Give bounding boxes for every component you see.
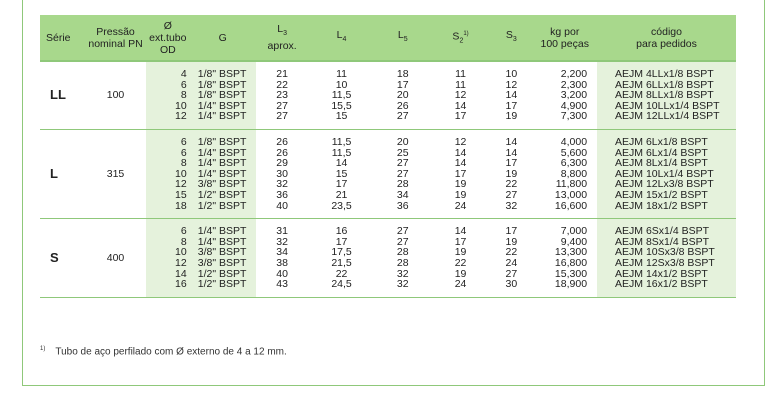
header-s3 xyxy=(490,15,532,61)
l4-cell: 16 17 17,5 21,5 22 24,5 xyxy=(308,219,374,298)
s3-cell: 10 12 14 17 19 xyxy=(490,61,532,129)
order-code-cell: AEJM 4LLx1/8 BSPT AEJM 6LLx1/8 BSPT AEJM 8LLx1/8 BSPT AEJM 10LLx1/4 BSPT AEJM 12LLx1/4 BSPT xyxy=(597,61,736,129)
s3-cell: 17 19 22 24 27 30 xyxy=(490,219,532,298)
table-group-row xyxy=(40,219,736,298)
l3-cell: 31 32 34 38 40 43 xyxy=(256,219,309,298)
serie-cell: S xyxy=(40,219,85,298)
weight-cell: 4,000 5,600 6,300 8,800 11,800 13,000 16,600 xyxy=(532,129,597,218)
header-order-code: código para pedidos xyxy=(597,15,736,61)
l4-cell: 11 10 11,5 15,5 15 xyxy=(308,61,374,129)
header-thread-g: G xyxy=(190,15,256,61)
header-l5-sub: 5 xyxy=(403,36,408,44)
header-s2-footnote-mark: 1) xyxy=(463,30,469,37)
specifications-table xyxy=(40,15,736,298)
footnote-text: Tubo de aço perfilado com Ø externo de 4 a 12 mm. xyxy=(55,346,287,358)
header-serie: Série xyxy=(40,15,85,61)
tube-od-cell: 6 8 10 12 14 16 xyxy=(146,219,190,298)
pressure-cell: 100 xyxy=(85,61,146,129)
l5-cell: 20 25 27 27 28 34 36 xyxy=(375,129,431,218)
header-tube-od: Ø ext.tubo OD xyxy=(146,15,190,61)
l4-cell: 11,5 11,5 14 15 17 21 23,5 xyxy=(308,129,374,218)
serie-cell: LL xyxy=(40,61,85,129)
thread-cell: 1/8" BSPT 1/4" BSPT 1/4" BSPT 1/4" BSPT 3/8" BSPT 1/2" BSPT 1/2" BSPT xyxy=(190,129,256,218)
header-l3 xyxy=(256,15,309,61)
header-weight: kg por 100 peças xyxy=(532,15,597,61)
s2-cell: 11 11 12 14 17 xyxy=(431,61,490,129)
l5-cell: 18 17 20 26 27 xyxy=(375,61,431,129)
header-s3-letter: S xyxy=(505,28,513,41)
header-l3-sub: 3 xyxy=(283,30,287,38)
header-l3-letter: L xyxy=(277,22,284,35)
weight-cell: 7,000 9,400 13,300 16,800 15,300 18,900 xyxy=(532,219,597,298)
header-l4 xyxy=(308,15,374,61)
serie-cell: L xyxy=(40,129,85,218)
table-group-row xyxy=(40,129,736,218)
l3-cell: 26 26 29 30 32 36 40 xyxy=(256,129,309,218)
header-s3-sub: 3 xyxy=(512,36,517,44)
header-s2-sub: 2 xyxy=(459,37,464,45)
order-code-cell: AEJM 6Sx1/4 BSPT AEJM 8Sx1/4 BSPT AEJM 10Sx3/8 BSPT AEJM 12Sx3/8 BSPT AEJM 14x1/2 BSPT AEJM 16x1/2 BSPT xyxy=(597,219,736,298)
tube-od-cell: 6 6 8 10 12 15 18 xyxy=(146,129,190,218)
weight-cell: 2,200 2,300 3,200 4,900 7,300 xyxy=(532,61,597,129)
footnote xyxy=(40,346,287,357)
l5-cell: 27 27 28 28 32 32 xyxy=(375,219,431,298)
header-l5-letter: L xyxy=(397,28,404,41)
s2-cell: 14 17 19 22 19 24 xyxy=(431,219,490,298)
table-header-row xyxy=(40,15,736,61)
header-pressure: Pressão nominal PN xyxy=(85,15,146,61)
tube-od-cell: 4 6 8 10 12 xyxy=(146,61,190,129)
footnote-mark: 1) xyxy=(40,346,46,352)
header-l5 xyxy=(375,15,431,61)
thread-cell: 1/4" BSPT 1/4" BSPT 3/8" BSPT 3/8" BSPT 1/2" BSPT 1/2" BSPT xyxy=(190,219,256,298)
s2-cell: 12 14 14 17 19 19 24 xyxy=(431,129,490,218)
header-l4-sub: 4 xyxy=(342,36,347,44)
pressure-cell: 315 xyxy=(85,129,146,218)
pressure-cell: 400 xyxy=(85,219,146,298)
s3-cell: 14 14 17 19 22 27 32 xyxy=(490,129,532,218)
header-s2 xyxy=(431,15,490,61)
order-code-cell: AEJM 6Lx1/8 BSPT AEJM 6Lx1/4 BSPT AEJM 8Lx1/4 BSPT AEJM 10Lx1/4 BSPT AEJM 12Lx3/8 BSPT AEJM 15x1/2 BSPT AEJM 18x1/2 BSPT xyxy=(597,129,736,218)
header-s2-letter: S xyxy=(452,30,460,43)
header-l3-note: aprox. xyxy=(267,40,297,53)
table-group-row xyxy=(40,61,736,129)
l3-cell: 21 22 23 27 27 xyxy=(256,61,309,129)
thread-cell: 1/8" BSPT 1/8" BSPT 1/8" BSPT 1/4" BSPT 1/4" BSPT xyxy=(190,61,256,129)
header-l4-letter: L xyxy=(336,28,343,41)
